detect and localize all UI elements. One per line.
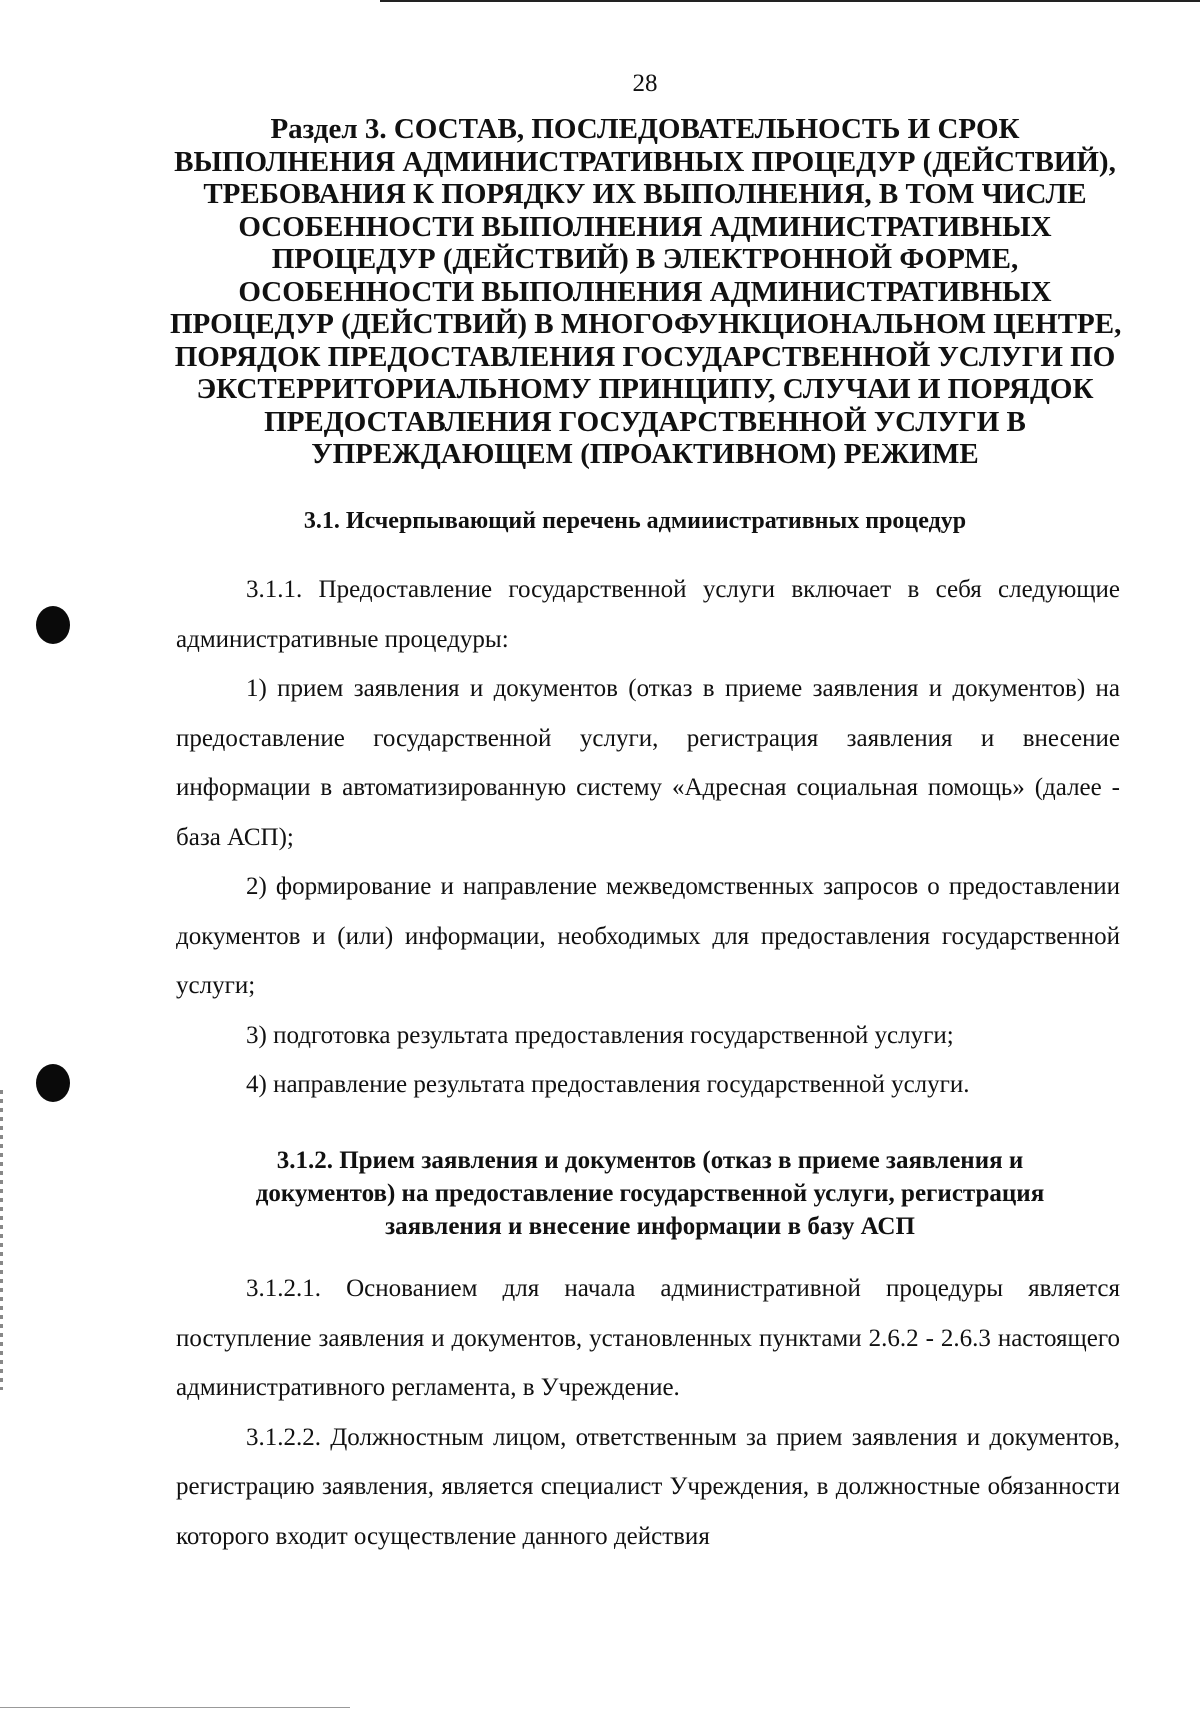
heading-line: Раздел 3. СОСТАВ, ПОСЛЕДОВАТЕЛЬНОСТЬ И СРОК — [270, 113, 1020, 145]
heading-line: документов) на предоставление государственной услуги, регистрация — [255, 1180, 1045, 1207]
heading-line: ТРЕБОВАНИЯ К ПОРЯДКУ ИХ ВЫПОЛНЕНИЯ, В ТОМ ЧИСЛЕ — [203, 178, 1087, 210]
heading-line: ОСОБЕННОСТИ ВЫПОЛНЕНИЯ АДМИНИСТРАТИВНЫХ — [238, 210, 1052, 243]
paragraph-3-1-2-2: 3.1.2.2. Должностным лицом, ответственным за прием заявления и документов, регистрацию заявления, является специалист Учреждения, в должностные обязанности которого входит осуществление данного действия — [176, 1423, 1120, 1550]
subsection-3-1-title: 3.1. Исчерпывающий перечень адмииистративных процедур — [303, 508, 967, 534]
subsection-3-1-2-body — [176, 1264, 1120, 1561]
list-item-procedure-1: 1) прием заявления и документов (отказ в приеме заявления и документов) на предоставление государственной услуги, регистрация заявления и внесение информации в автоматизированную систему «Адресная социальная помощь» (далее - база АСП); — [176, 675, 1120, 851]
scan-top-border — [380, 0, 1200, 2]
heading-line: ПОРЯДОК ПРЕДОСТАВЛЕНИЯ ГОСУДАРСТВЕННОЙ УСЛУГИ ПО — [174, 340, 1116, 373]
heading-line: ПРЕДОСТАВЛЕНИЯ ГОСУДАРСТВЕННОЙ УСЛУГИ В — [264, 405, 1026, 438]
subsection-3-1-2-heading — [180, 1144, 1120, 1243]
paragraph-3-1-1: 3.1.1. Предоставление государственной услуги включает в себя следующие административные процедуры: — [176, 576, 1120, 653]
heading-line: ПРОЦЕДУР (ДЕЙСТВИЙ) В ЭЛЕКТРОННОЙ ФОРМЕ, — [271, 243, 1019, 275]
subsection-3-1-body — [176, 565, 1120, 1110]
scan-left-edge-marks — [0, 1090, 3, 1390]
list-item-procedure-2: 2) формирование и направление межведомственных запросов о предоставлении документов и (или) информации, необходимых для предоставления государственной услуги; — [176, 873, 1120, 999]
heading-line: ВЫПОЛНЕНИЯ АДМИНИСТРАТИВНЫХ ПРОЦЕДУР (ДЕЙСТВИЙ), — [174, 145, 1116, 178]
page-number: 28 — [632, 70, 658, 97]
heading-line: ЭКСТЕРРИТОРИАЛЬНОМУ ПРИНЦИПУ, СЛУЧАИ И ПОРЯДОК — [196, 373, 1094, 405]
heading-line: 3.1.2. Прием заявления и документов (отказ в приеме заявления и — [276, 1147, 1024, 1174]
section-3-heading — [170, 113, 1120, 471]
heading-line: УПРЕЖДАЮЩЕМ (ПРОАКТИВНОМ) РЕЖИМЕ — [311, 438, 979, 470]
punch-hole-mark — [36, 606, 70, 644]
heading-line: ПРОЦЕДУР (ДЕЙСТВИЙ) В МНОГОФУНКЦИОНАЛЬНОМ ЦЕНТРЕ, — [170, 308, 1122, 340]
list-item-procedure-3: 3) подготовка результата предоставления государственной услуги; — [246, 1021, 954, 1049]
punch-hole-mark — [36, 1064, 70, 1102]
scan-bottom-border — [0, 1707, 350, 1708]
list-item-procedure-4: 4) направление результата предоставления государственной услуги. — [246, 1071, 970, 1098]
heading-line: заявления и внесение информации в базу АСП — [385, 1213, 915, 1240]
heading-line: ОСОБЕННОСТИ ВЫПОЛНЕНИЯ АДМИНИСТРАТИВНЫХ — [238, 275, 1052, 308]
paragraph-3-1-2-1: 3.1.2.1. Основанием для начала административной процедуры является поступление заявления и документов, установленных пунктами 2.6.2 - 2.6.3 настоящего административного регламента, в Учреждение. — [176, 1275, 1120, 1401]
